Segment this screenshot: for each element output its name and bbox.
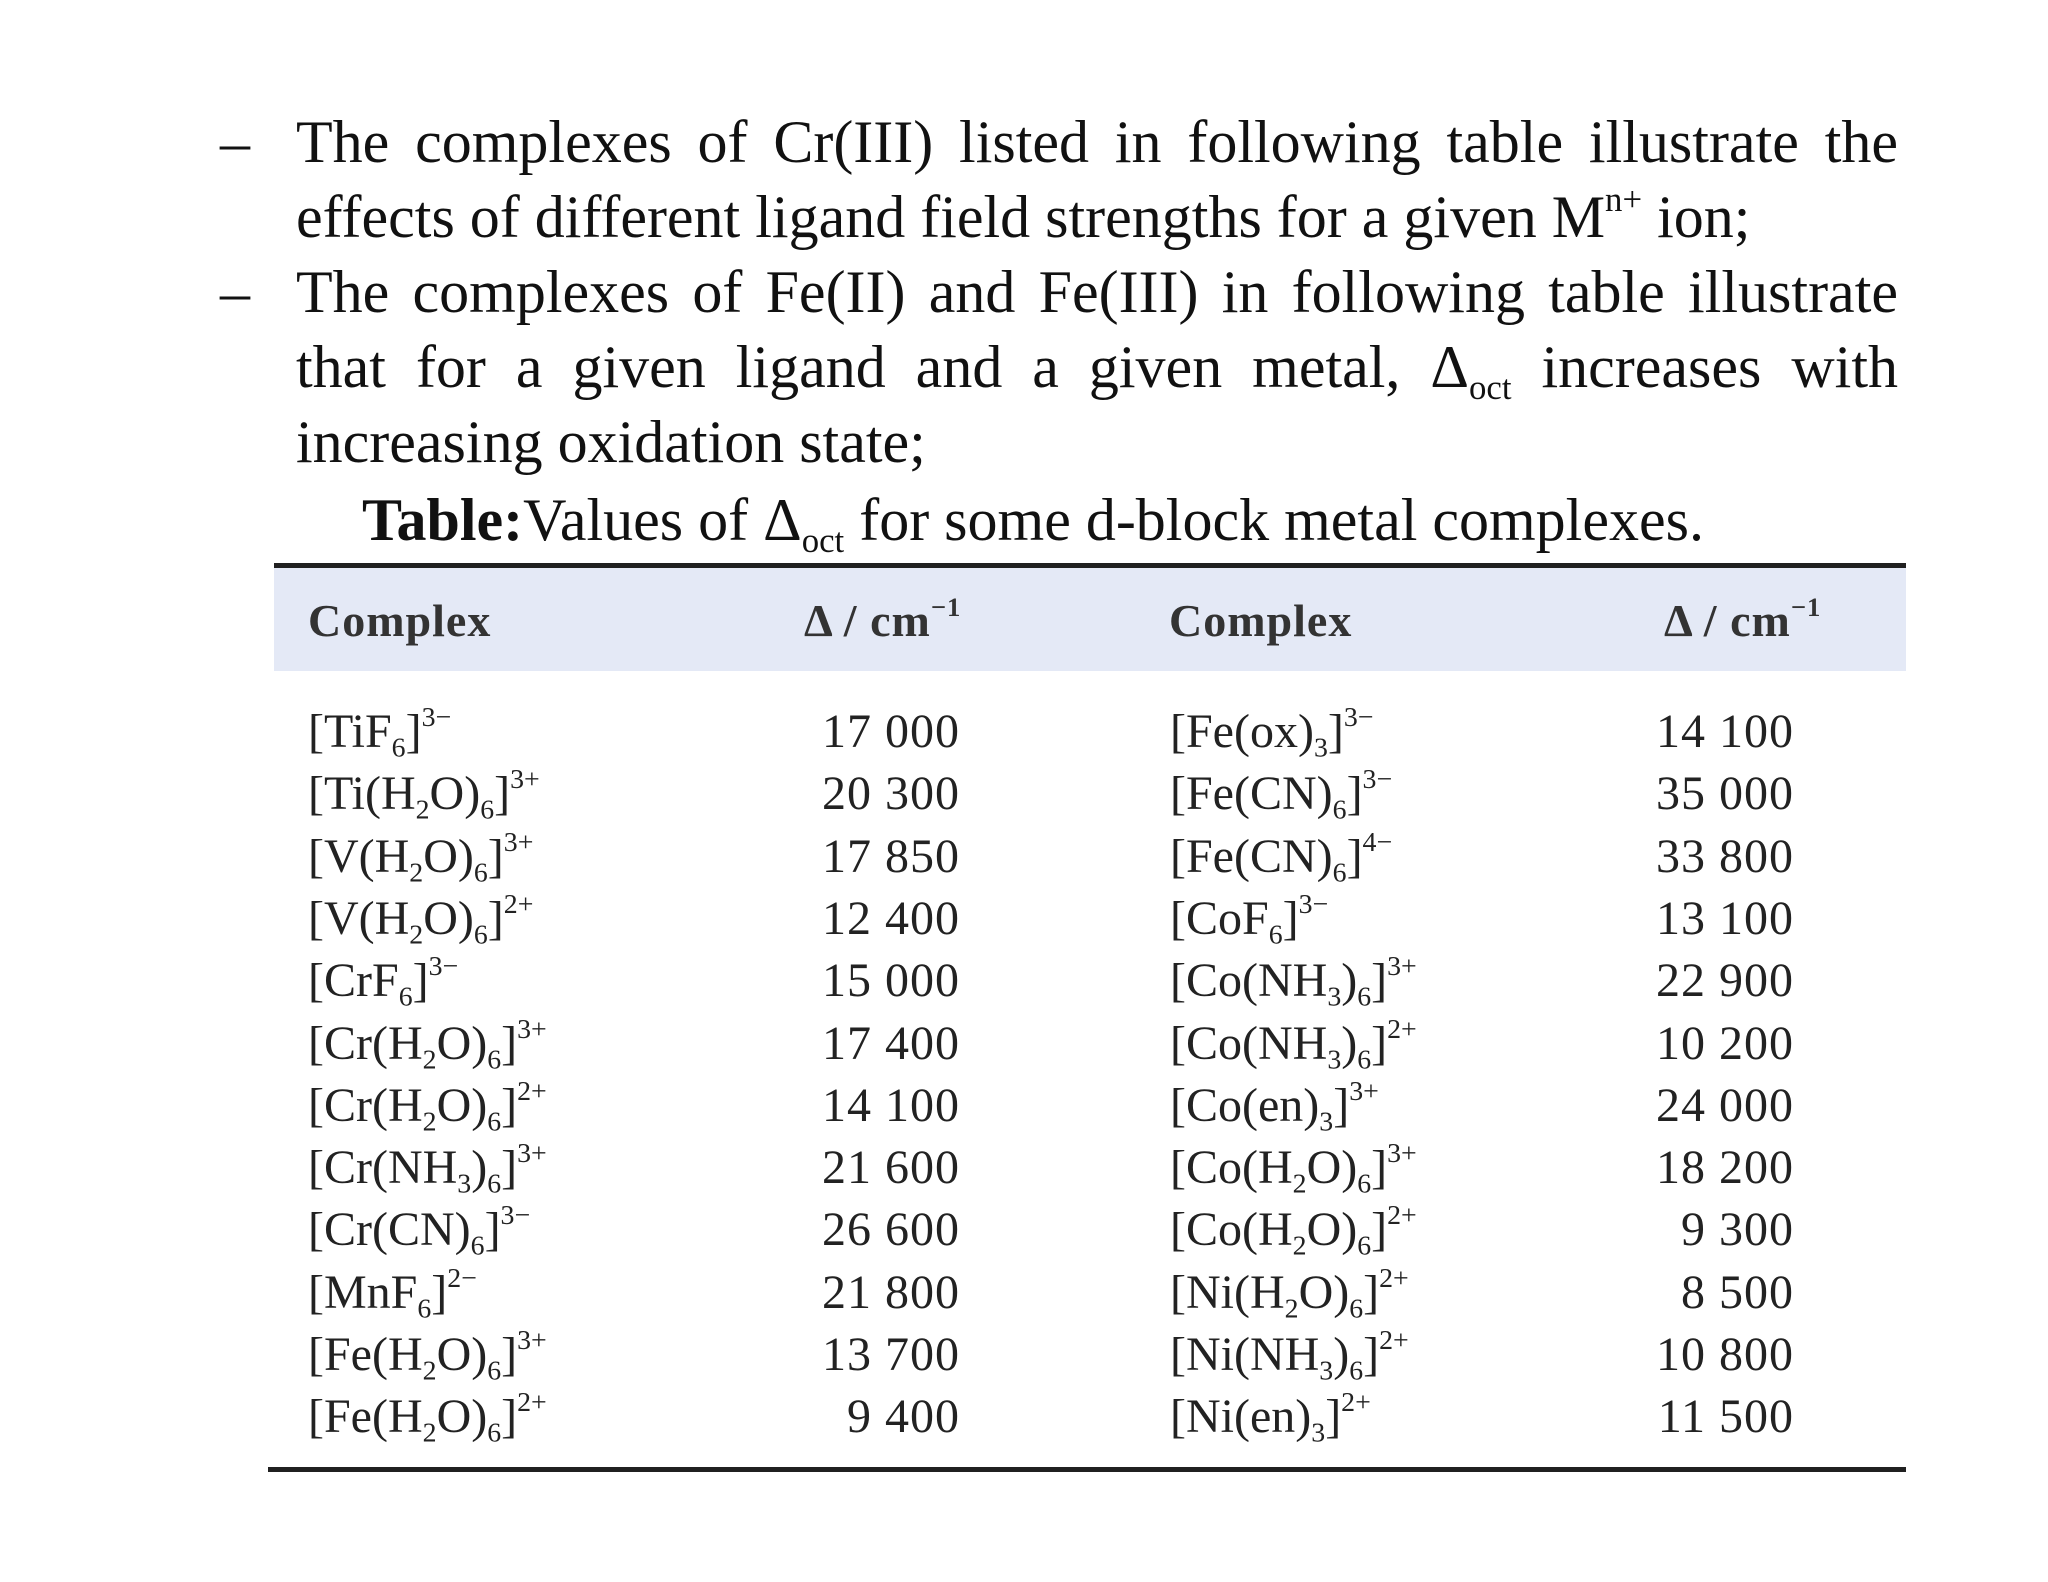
bullet-text: The complexes of Cr(III) listed in following table illustrate the effects of different ligand field strengths for a given M: [296, 109, 1898, 250]
complex-cell: $[Fe(CN)_6]^{4-}$: [1170, 826, 1393, 889]
delta-value-cell: 13 100: [1656, 891, 1794, 945]
complex-cell: $[Cr(NH_3)_6]^{3+}$: [308, 1138, 547, 1200]
delta-value-cell: 21 800: [822, 1265, 960, 1319]
complex-cell: $[Fe(CN)_6]^{3-}$: [1170, 764, 1393, 827]
complex-cell: $[Fe(H_2O)_6]^{2+}$: [308, 1387, 547, 1450]
header-delta-1: Δ / $cm^{-1}$: [804, 592, 962, 646]
header-complex-1: Complex: [308, 595, 492, 646]
delta-value-cell: 10 800: [1656, 1328, 1794, 1381]
table-row: [274, 826, 1906, 888]
table-row: [274, 701, 1906, 763]
table-row: [274, 1199, 1906, 1261]
delta-value-cell: 11 500: [1657, 1390, 1794, 1444]
table-row: [274, 1386, 1906, 1448]
bullet-item-fe-complexes: [220, 255, 1898, 480]
complex-cell: $[Ni(H_2O)_6]^{2+}$: [1170, 1262, 1409, 1325]
bullet-text-end: ion;: [1642, 184, 1751, 250]
complex-cell: $[Co(H_2O)_6]^{2+}$: [1170, 1200, 1417, 1263]
delta-value-cell: 22 900: [1656, 954, 1794, 1008]
table-row: [274, 1013, 1906, 1075]
delta-value-cell: 17 000: [822, 705, 960, 758]
table-row: [274, 1324, 1906, 1386]
table-header-row: [274, 568, 1906, 671]
delta-value-cell: 15 000: [822, 954, 960, 1008]
bullet-text-end: increases with increasing oxidation state;: [296, 334, 1898, 475]
complex-cell: $[Co(NH_3)_6]^{3+}$: [1170, 951, 1417, 1013]
delta-value-cell: 20 300: [822, 767, 960, 821]
delta-value-cell: 14 100: [822, 1078, 960, 1132]
delta-value-cell: 13 700: [822, 1328, 960, 1381]
delta-value-cell: 17 850: [822, 829, 960, 883]
complex-cell: $[Cr(H_2O)_6]^{3+}$: [308, 1013, 547, 1076]
table-row: [274, 1262, 1906, 1324]
delta-value-cell: 10 200: [1656, 1016, 1794, 1070]
delta-value-cell: 33 800: [1656, 829, 1794, 883]
delta-value-cell: 17 400: [822, 1016, 960, 1070]
delta-value-cell: 26 600: [822, 1203, 960, 1257]
table-row: [274, 888, 1906, 950]
table-row: [274, 1137, 1906, 1199]
bullet-item-cr-complexes: [220, 105, 1898, 255]
header-complex-2: Complex: [1169, 595, 1353, 646]
delta-value-cell: 12 400: [822, 891, 960, 945]
table-bottom-rule: [268, 1467, 1906, 1472]
complex-cell: $[Ti(H_2O)_6]^{3+}$: [308, 764, 540, 827]
delta-value-cell: 8 500: [1681, 1265, 1794, 1319]
delta-value-cell: 24 000: [1656, 1078, 1794, 1132]
complex-cell: $[V(H_2O)_6]^{3+}$: [308, 826, 534, 889]
table-caption: [362, 483, 1704, 561]
complex-cell: $[Cr(H_2O)_6]^{2+}$: [308, 1075, 547, 1138]
table-row: [274, 950, 1906, 1012]
complex-cell: $[Fe(H_2O)_6]^{3+}$: [308, 1325, 547, 1387]
complex-cell: $[Fe(ox)_3]^{3-}$: [1170, 702, 1374, 764]
complex-cell: $[TiF_6]^{3-}$: [308, 702, 452, 764]
complex-cell: $[MnF_6]^{2-}$: [308, 1262, 477, 1325]
delta-value-cell: 21 600: [822, 1141, 960, 1195]
bullet-dash: –: [220, 259, 250, 325]
complex-cell: $[Ni(NH_3)_6]^{2+}$: [1170, 1325, 1409, 1387]
delta-value-cell: 14 100: [1656, 705, 1794, 758]
complex-cell: $[V(H_2O)_6]^{2+}$: [308, 889, 534, 951]
table-row: [274, 763, 1906, 825]
subscript: oct: [1468, 368, 1512, 408]
complex-cell: $[CoF_6]^{3-}$: [1170, 889, 1329, 951]
complex-cell: $[Co(H_2O)_6]^{3+}$: [1170, 1138, 1417, 1200]
complex-cell: $[Ni(en)_3]^{2+}$: [1170, 1387, 1371, 1450]
complex-cell: $[Co(NH_3)_6]^{2+}$: [1170, 1013, 1417, 1076]
delta-value-cell: 9 300: [1681, 1203, 1794, 1257]
complex-cell: $[CrF_6]^{3-}$: [308, 951, 459, 1013]
table-row: [274, 1075, 1906, 1137]
superscript: n+: [1605, 179, 1643, 219]
delta-value-cell: 35 000: [1656, 767, 1794, 821]
caption-text: Values of Δ: [523, 487, 802, 553]
header-delta-2: Δ / $cm^{-1}$: [1664, 592, 1822, 646]
bullet-text: The complexes of Fe(II) and Fe(III) in following table illustrate that for a given ligand and a given metal, Δ: [296, 259, 1898, 400]
bullet-list: [220, 105, 1898, 480]
caption-label: Table:: [362, 487, 524, 553]
delta-value-cell: 9 400: [847, 1390, 960, 1444]
complex-cell: $[Co(en)_3]^{3+}$: [1170, 1075, 1379, 1138]
bullet-dash: –: [220, 109, 250, 175]
caption-subscript: oct: [801, 521, 845, 561]
delta-value-cell: 18 200: [1656, 1141, 1794, 1195]
caption-text-end: for some d-block metal complexes.: [844, 487, 1704, 553]
complex-cell: $[Cr(CN)_6]^{3-}$: [308, 1200, 531, 1263]
